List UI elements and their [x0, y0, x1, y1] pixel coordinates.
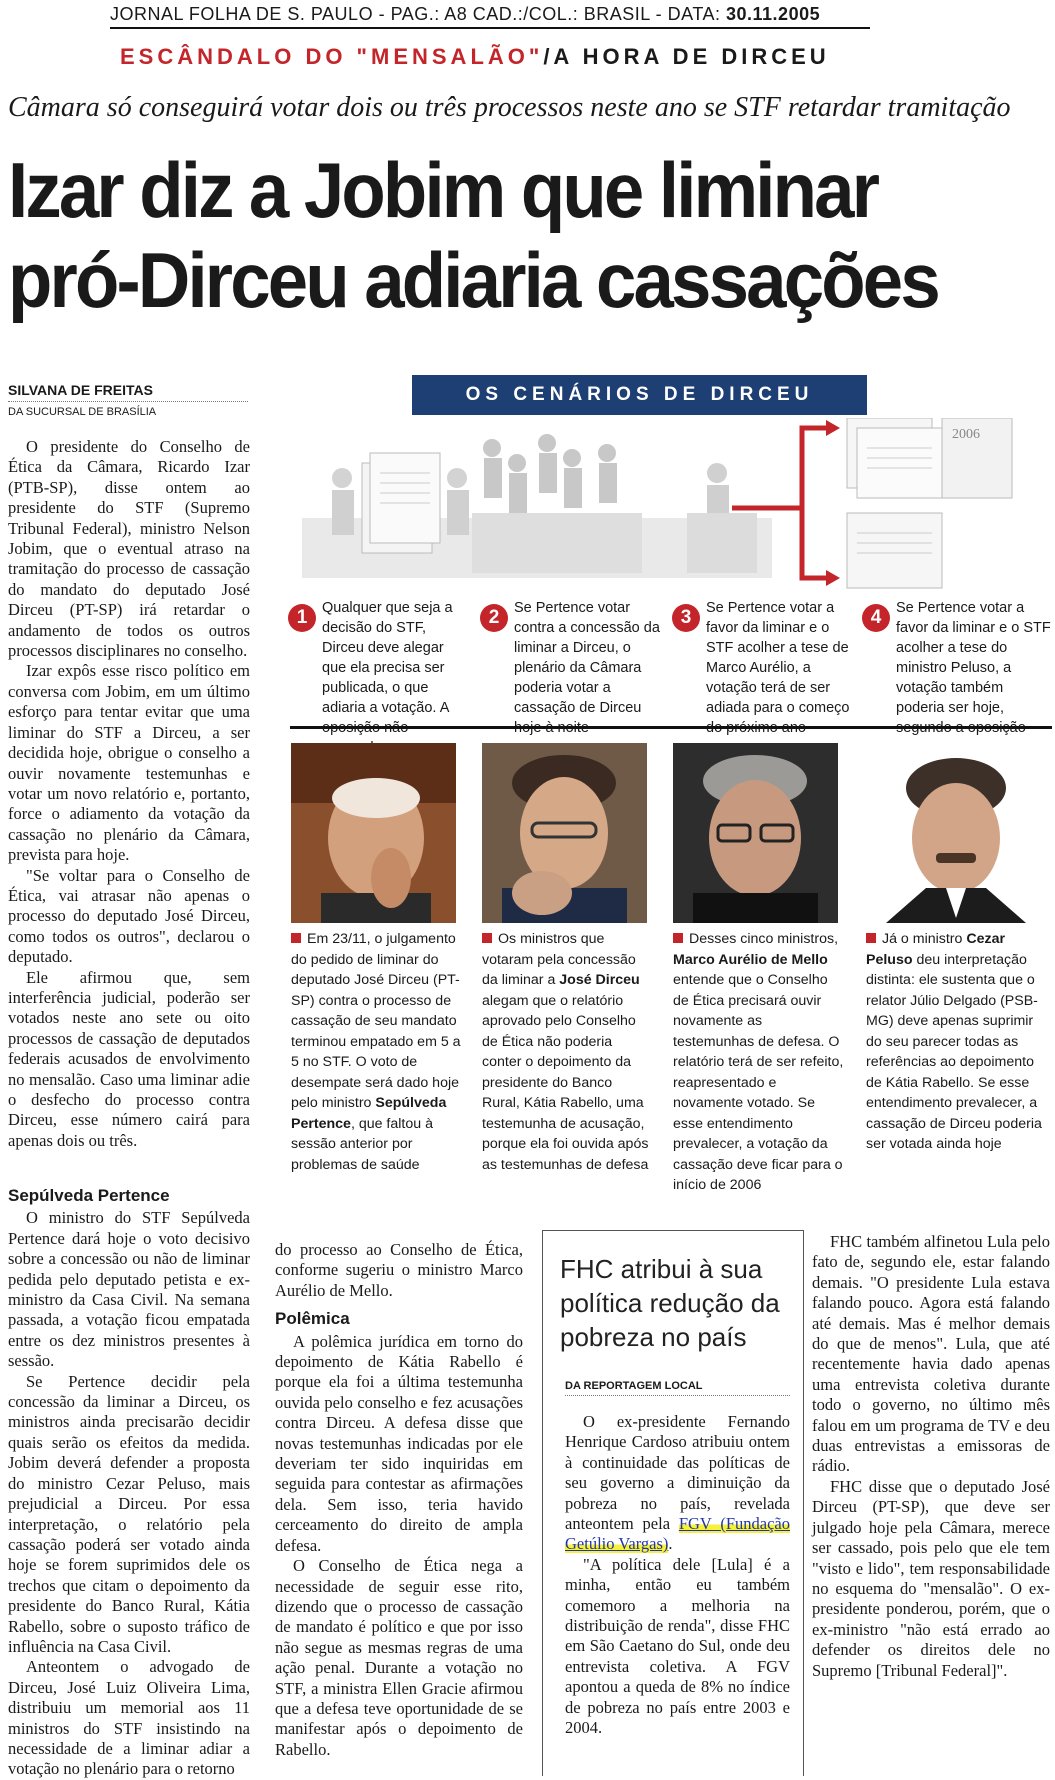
photo-dirceu [482, 743, 647, 923]
paragraph: Se Pertence decidir pela concessão da liminar a Dirceu, os ministros ainda precisarão decidir quais serão os efeitos da medida. Jobim deverá defender a proposta do ministro Cezar Peluso, mais prejudicial a Dirceu. Por essa interpretação, o relatório pela cassação poderá ser votado ainda hoje se forem suprimidos dele os trechos que citam o depoimento da presidente do Banco Rural, Kátia Rabello, sobre o suposto tráfico de influência na Casa Civil. [8, 1371, 250, 1656]
paragraph: do processo ao Conselho de Ética, conforme sugeriu o ministro Marco Aurélio de Mello. [275, 1240, 523, 1300]
photo-pertence [291, 743, 456, 923]
paragraph: FHC disse que o deputado José Dirceu (PT-SP), que deve ser julgado hoje pela Câmara, merece ser cassado, pois pelo que ele tem "visto e lido", tem responsabilidade no esquema do "mensalão". O ex-presidente ponderou, porém, que o ex-ministro "não está errado ao defender os direitos dele no Supremo [Tribunal Federal]". [812, 1476, 1050, 1680]
caption-text: Já o ministro [882, 931, 967, 947]
kicker-red: ESCÂNDALO DO "MENSALÃO" [120, 44, 544, 69]
paragraph: "A política dele [Lula] é a minha, então eu também comemoro a melhoria na distribuição de renda", disse FHC em São Caetano do Sul, onde deu entrevista coletiva. A FGV apontou a queda de 8% no índice de pobreza no país entre 2003 e 2004. [565, 1554, 790, 1738]
caption-3 [673, 929, 845, 1196]
bullet-square-icon [673, 933, 683, 943]
scenario-number: 2 [480, 604, 508, 632]
column-2 [275, 1240, 523, 1760]
scenario-2 [480, 598, 660, 738]
bullet-square-icon [866, 933, 876, 943]
scenario-number: 4 [862, 604, 890, 632]
photo-marco-aurelio [673, 743, 838, 923]
headline-line-1: Izar diz a Jobim que liminar [8, 146, 878, 234]
section-kicker [120, 44, 830, 70]
year-label: 2006 [952, 427, 980, 442]
caption-4 [866, 929, 1046, 1155]
subhead-polemica: Polêmica [275, 1309, 350, 1329]
scenarios-banner: OS CENÁRIOS DE DIRCEU [412, 375, 867, 415]
caption-bold: José Dirceu [559, 972, 640, 988]
headline [8, 145, 938, 325]
caption-text: Os ministros que votaram pela concessão da liminar a [482, 931, 636, 988]
bullet-square-icon [291, 933, 301, 943]
source-header [110, 4, 870, 29]
sidebar-desk: DA REPORTAGEM LOCAL [565, 1380, 790, 1396]
byline [8, 382, 248, 418]
caption-1 [291, 929, 461, 1175]
photo-peluso [866, 743, 1046, 923]
bullet-square-icon [482, 933, 492, 943]
paragraph: Izar expôs esse risco político em conversa com Jobim, em um último esforço para tentar evitar que uma liminar do STF a Dirceu, a ser decidida hoje, obrigue o conselho a ouvir novamente testemunhas e votar um novo relatório e, portanto, force o adiamento da votação da cassação no plenário da Câmara, prevista para hoje. [8, 661, 250, 865]
sidebar-text: . [668, 1534, 673, 1554]
scenario-1 [288, 598, 468, 758]
paragraph [565, 1412, 790, 1555]
paragraph: O presidente do Conselho de Ética da Câmara, Ricardo Izar (PTB-SP), disse ontem ao presidente do STF (Supremo Tribunal Federal), ministro Nelson Jobim, que o eventual atraso na tramitação do processo de cassação do mandato do deputado José Dirceu (PT-SP) irá retardar o andamento de todos os outros processos disciplinares no conselho. [8, 437, 250, 661]
paragraph: A polêmica jurídica em torno do depoimento de Kátia Rabello é porque ela foi a última testemunha ouvida pelo conselho e fez acusações contra Dirceu. A defesa disse que novas testemunhas indicadas por ele deveriam ter sido inquiridas em seguida para contestar as afirmações dela. Sem isso, teria havido cerceamento do direito de ampla defesa. [275, 1331, 523, 1555]
scenario-text: Qualquer que seja a decisão do STF, Dirceu deve alegar que ela precisa ser publicada, o que adiaria a votação. A [322, 600, 453, 716]
scenario-text: Se Pertence votar a favor da liminar e o STF acolher a tese do ministro Peluso, a votação também poderia ser hoje, [896, 600, 1051, 716]
sidebar-headline: FHC atribui à sua política redução da pobreza no país [560, 1254, 780, 1352]
deck: Câmara só conseguirá votar dois ou três processos neste ano se STF retardar tramitação [8, 92, 1011, 123]
scenarios-illustration [302, 418, 1052, 593]
scenario-number: 3 [672, 604, 700, 632]
fgv-highlight: FGV (Fundação Getúlio Vargas) [565, 1514, 790, 1554]
caption-text: deu interpretação distinta: ele sustenta que o relator Júlio Delgado (PSB-MG) deve apenas suprimir do seu parecer todas as referências ao depoimento de Kátia Rabello. Se esse entendimento prevalecer, a cassação de Dirceu poderia ser votada ainda hoje [866, 951, 1042, 1152]
caption-text: Em 23/11, o julgamento do pedido de liminar do deputado José Dirceu (PT-SP) contra o processo de cassação de seu mandato terminou empatado em 5 a 5 no STF. O voto de desempate será dado hoje pelo ministro [291, 931, 461, 1111]
headline-line-2: pró-Dirceu adiaria cassações [8, 236, 938, 324]
column-1-bottom [8, 1178, 250, 1780]
caption-bold: Marco Aurélio de Mello [673, 951, 828, 968]
subhead-pertence: Sepúlveda Pertence [8, 1186, 170, 1205]
column-1-top [8, 437, 250, 1151]
paragraph: FHC também alfinetou Lula pelo fato de, segundo ele, estar falando demais. "O presidente Lula estava falando pouco. Agora está falando até demais. Mas é melhor demais do que de menos". Lula, que até recentemente havia dado apenas uma entrevista coletiva durante todo o governo, no último mês falou em um programa de TV e deu duas entrevistas a emissoras de rádio. [812, 1232, 1050, 1476]
paragraph: Ele afirmou que, sem interferência judicial, poderão ser votados neste ano sete ou oito processos de cassação de deputados federais acusados de envolvimento no mensalão. Caso uma liminar adie o desfecho do processo contra Dirceu, esse número cairá para apenas dois ou três. [8, 967, 250, 1150]
caption-text: , que faltou à sessão anterior por problemas de saúde [291, 1115, 433, 1173]
byline-name: SILVANA DE FREITAS [8, 382, 248, 402]
paragraph: Anteontem o advogado de Dirceu, José Luiz Oliveira Lima, distribuiu um memorial aos 11 ministros do STF insistindo na necessidade de a liminar adiar a votação no plenário para o retorno [8, 1657, 250, 1779]
caption-text: Desses cinco ministros, [689, 931, 839, 947]
sidebar-text: O ex-presidente Fernando Henrique Cardoso atribuiu ontem à continuidade das políticas de seu governo a diminuição da pobreza no país, revelada anteontem pela [565, 1412, 790, 1534]
paragraph: O ministro do STF Sepúlveda Pertence dará hoje o voto decisivo sobre a concessão ou não de liminar pedida pelo deputado petista e ex-ministro da Casa Civil. Na semana passada, a votação ficou empatada entre os dez ministros presentes à sessão. [8, 1208, 250, 1371]
scenario-4 [862, 598, 1052, 738]
caption-text: alegam que o relatório aprovado pelo Conselho de Ética não poderia conter o depoimento da presidente do Banco Rural, Kátia Rabello, uma testemunha de acusação, porque ela foi ouvida após as testemunhas de defesa [482, 992, 649, 1173]
paragraph: O Conselho de Ética nega a necessidade de seguir esse rito, dizendo que o processo de cassação de mandato é político e que por isso não segue as mesmas regras de uma ação penal. Durante a votação no STF, a ministra Ellen Gracie afirmou que a defesa teve oportunidade de se manifestar após o depoimento de Rabello. [275, 1556, 523, 1759]
scenario-3 [672, 598, 852, 738]
caption-bold: Cezar Peluso [866, 931, 1006, 968]
scenario-text: Se Pertence votar a favor da liminar e o STF acolher a tese de Marco Aurélio, a votação terá de ser adiada para o começo [706, 600, 850, 716]
source-label: JORNAL FOLHA DE S. PAULO - PAG.: A8 CAD.:/COL.: BRASIL - DATA: [110, 4, 721, 24]
scenario-text: Se Pertence votar contra a concessão da liminar a Dirceu, o plenário da Câmara poderia votar a cassação de Dirceu [514, 600, 660, 716]
caption-text: entende que o Conselho de Ética precisará ouvir novamente as testemunhas de defesa. O relatório terá de ser refeito, reapresentado e novamente votado. Se esse entendimento prevalecer, a votação da cassação deve ficar para o início de 2006 [673, 972, 844, 1193]
graphic-rule [290, 726, 1052, 729]
caption-bold: Sepúlveda Pertence [291, 1095, 447, 1132]
byline-desk: DA SUCURSAL DE BRASÍLIA [8, 406, 157, 418]
paragraph: "Se voltar para o Conselho de Ética, vai atrasar não apenas o processo do deputado José Dirceu, como todos os outros", declarou o deputado. [8, 865, 250, 967]
sidebar-column-b [812, 1232, 1050, 1681]
scenario-number: 1 [288, 604, 316, 632]
source-date: 30.11.2005 [726, 4, 821, 24]
sidebar-column-a [565, 1412, 790, 1739]
caption-2 [482, 929, 652, 1175]
kicker-black: /A HORA DE DIRCEU [543, 44, 830, 69]
